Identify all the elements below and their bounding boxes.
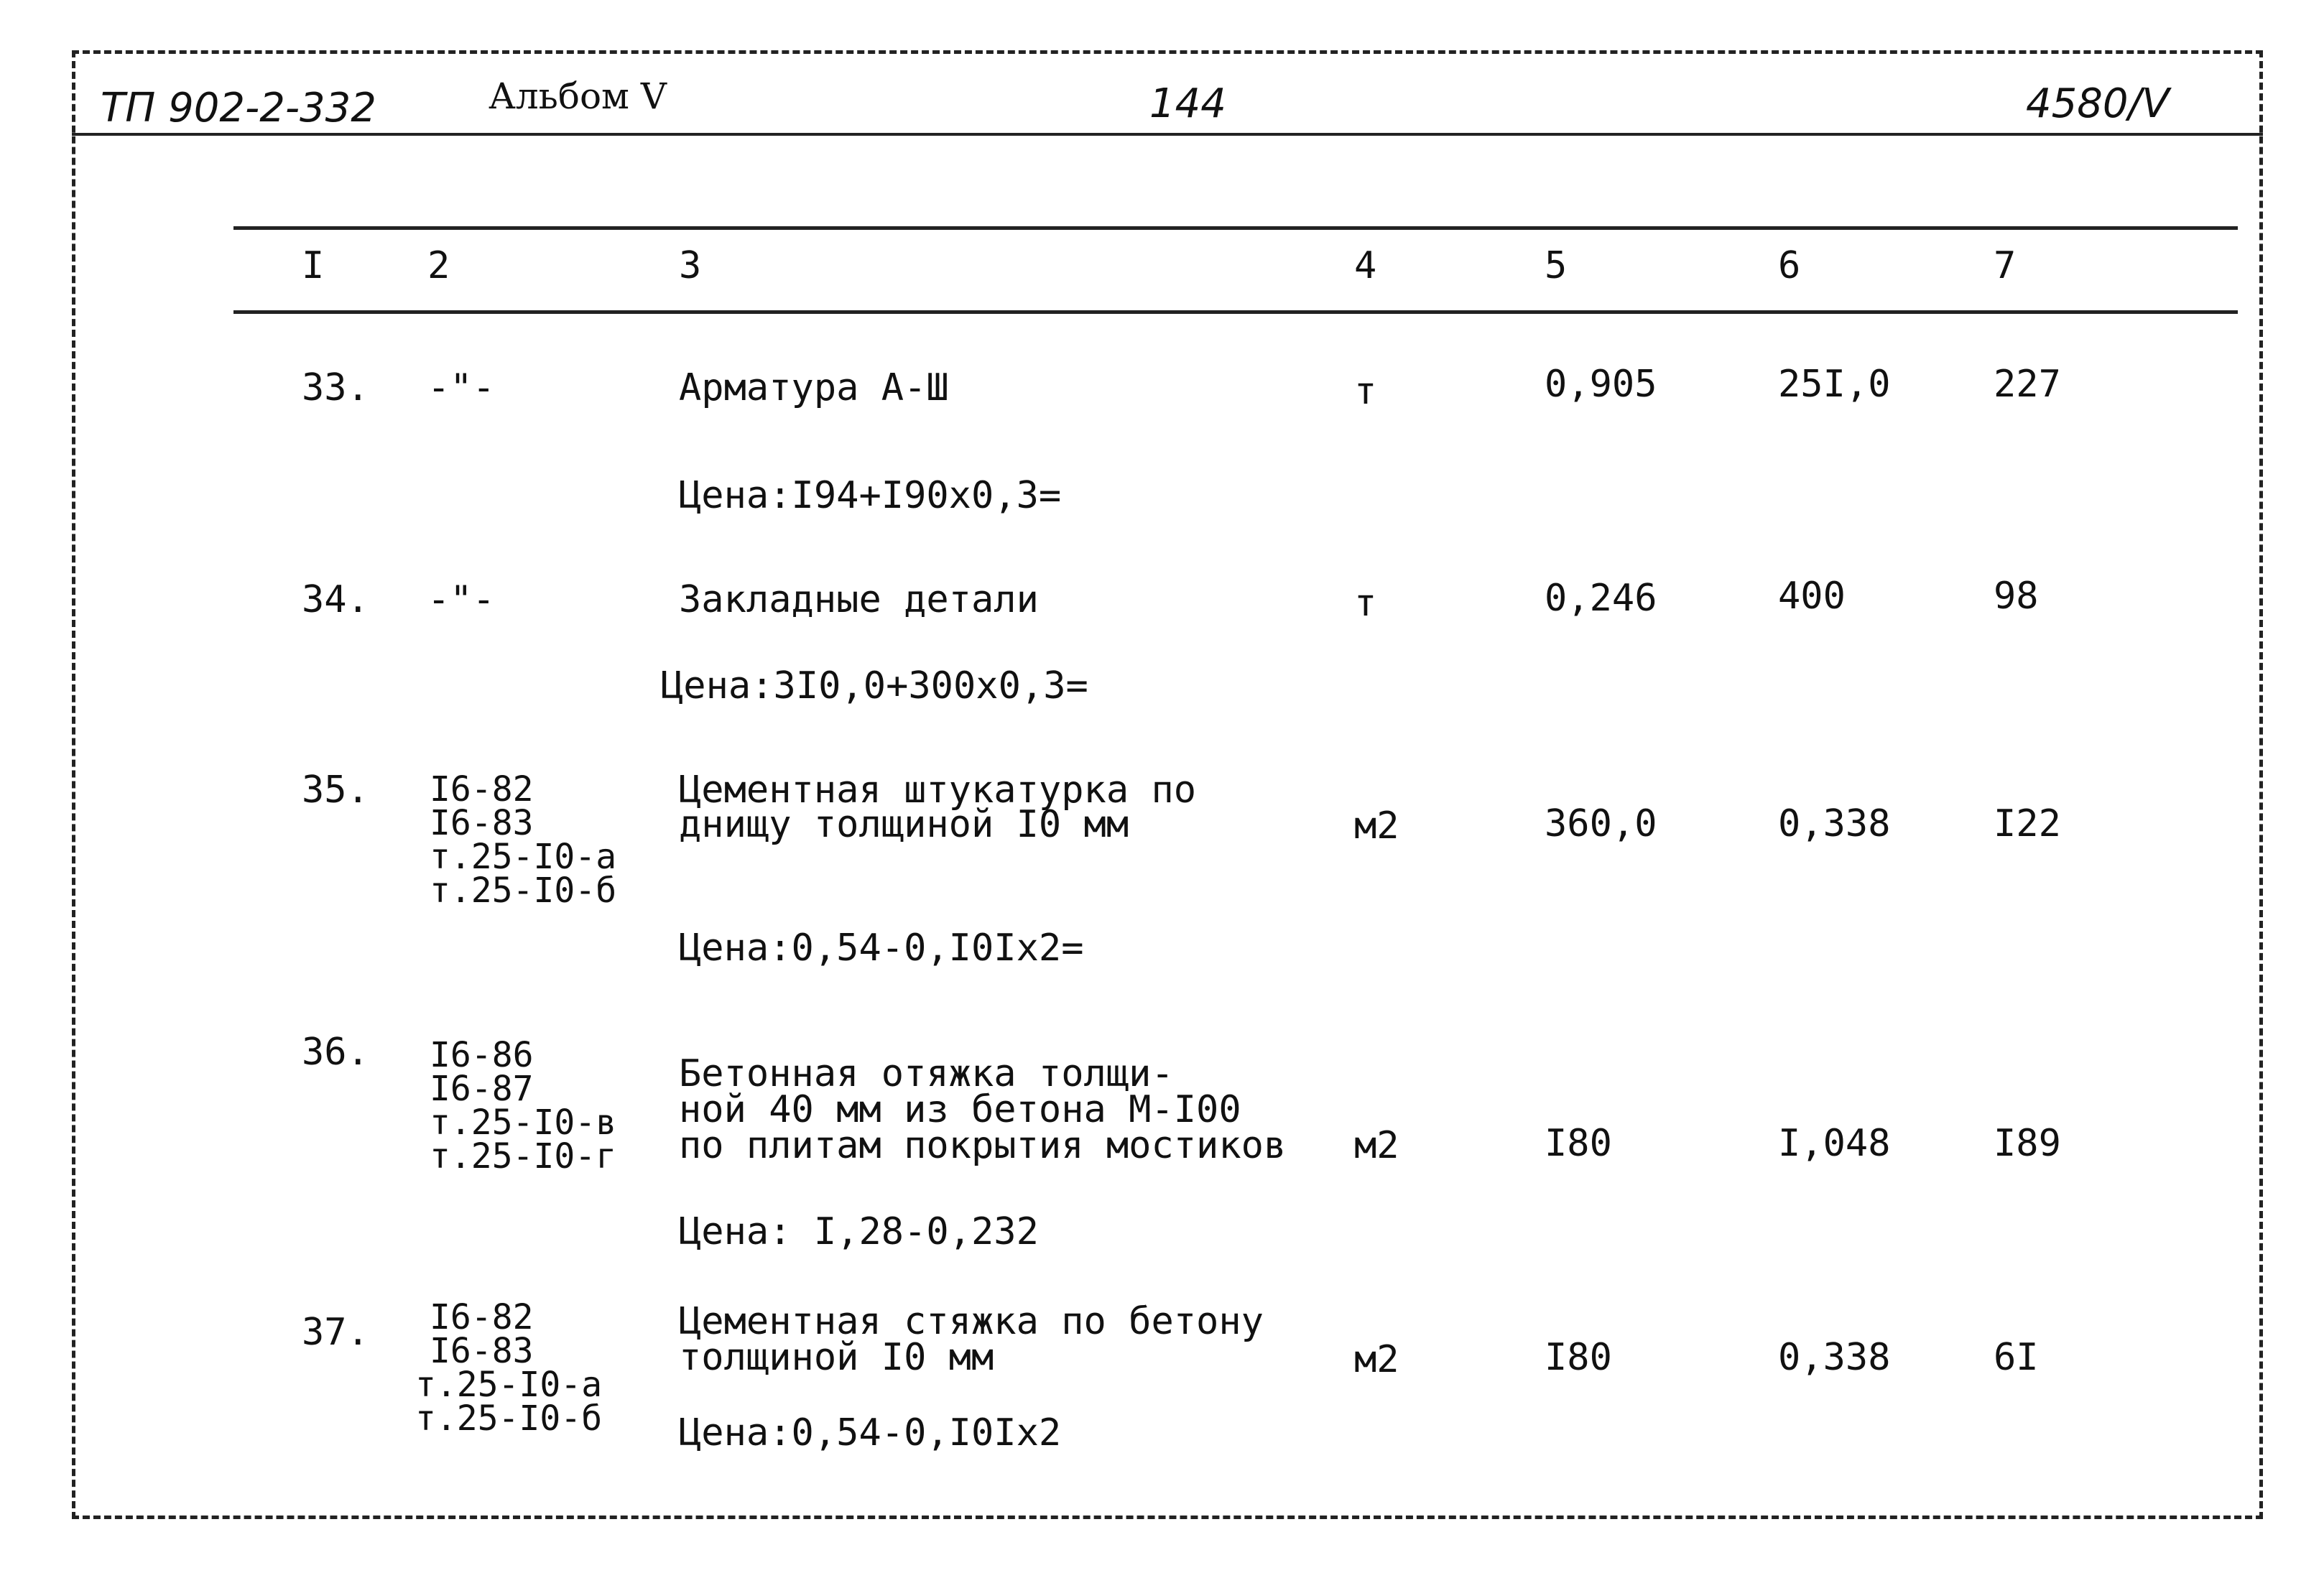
row-number: 33.: [302, 366, 369, 409]
row-quantity: 0,246: [1545, 577, 1657, 620]
row-code-line-2: I6-83: [430, 803, 534, 843]
row-code-line-1: I6-82: [430, 769, 534, 809]
doc-code: ТП 902-2-332: [101, 85, 376, 131]
header-divider: [72, 133, 2263, 136]
row-price-formula: Цена:0,54-0,I0Iх2: [679, 1411, 1062, 1454]
row-quantity: 0,905: [1545, 363, 1657, 406]
row-code: -"-: [427, 366, 495, 409]
row-total: 98: [1994, 575, 2039, 618]
album-label: Альбом V: [489, 75, 667, 117]
row-description-line-1: Цементная стяжка по бетону: [679, 1300, 1264, 1343]
col-header-1: I: [302, 244, 325, 287]
row-description-line-3: по плитам покрытия мостиков: [679, 1124, 1287, 1167]
row-total: I89: [1994, 1122, 2061, 1165]
row-code-line-1: I6-86: [430, 1035, 534, 1075]
row-code-line-2: I6-87: [430, 1069, 534, 1109]
row-description-line-2: ной 40 мм из бетона М-I00: [679, 1088, 1241, 1131]
row-code-line-2: I6-83: [430, 1331, 534, 1371]
row-code-line-3: т.25-I0-в: [430, 1103, 617, 1143]
table-header-rule: [233, 310, 2238, 314]
table-top-rule: [233, 226, 2238, 230]
row-price-formula: Цена:3I0,0+300х0,3=: [661, 664, 1088, 707]
row-unit: м2: [1354, 804, 1399, 848]
col-header-3: 3: [679, 244, 702, 287]
row-description-line-2: днищу толщиной I0 мм: [679, 803, 1129, 846]
row-unit: т: [1354, 370, 1377, 413]
row-code-line-4: т.25-I0-г: [430, 1136, 617, 1176]
row-description-line-1: Бетонная отяжка толщи-: [679, 1052, 1174, 1095]
row-unit: м2: [1354, 1124, 1399, 1167]
row-description: Закладные детали: [679, 578, 1039, 621]
row-code-line-1: I6-82: [430, 1297, 534, 1337]
row-number: 35.: [302, 769, 369, 812]
row-price-formula: Цена: I,28-0,232: [679, 1210, 1039, 1253]
row-price-formula: Цена:I94+I90х0,3=: [679, 474, 1062, 517]
row-code-line-3: т.25-I0-а: [415, 1365, 603, 1405]
row-code: -"-: [427, 578, 495, 621]
row-unit-price: 0,338: [1778, 802, 1891, 845]
row-unit-price: 25I,0: [1778, 363, 1891, 406]
row-code-line-3: т.25-I0-а: [430, 837, 617, 877]
row-code-line-4: т.25-I0-б: [430, 871, 617, 911]
col-header-6: 6: [1778, 244, 1801, 287]
row-description-line-2: толщиной I0 мм: [679, 1336, 994, 1379]
row-total: I22: [1994, 802, 2061, 845]
row-description: Арматура А-Ш: [679, 366, 949, 409]
row-number: 34.: [302, 578, 369, 621]
row-number: 37.: [302, 1311, 369, 1354]
row-total: 6I: [1994, 1336, 2039, 1379]
col-header-7: 7: [1994, 244, 2017, 287]
page-number: 144: [1149, 80, 1226, 127]
row-number: 36.: [302, 1031, 369, 1074]
col-header-2: 2: [427, 244, 450, 287]
row-total: 227: [1994, 363, 2061, 406]
row-quantity: I80: [1545, 1122, 1612, 1165]
row-code-line-4: т.25-I0-б: [415, 1398, 603, 1439]
row-unit-price: I,048: [1778, 1122, 1891, 1165]
row-description-line-1: Цементная штукатурка по: [679, 769, 1197, 812]
row-unit-price: 0,338: [1778, 1336, 1891, 1379]
row-unit: т: [1354, 582, 1377, 625]
row-unit: м2: [1354, 1338, 1399, 1381]
col-header-4: 4: [1354, 244, 1377, 287]
row-unit-price: 400: [1778, 575, 1846, 618]
row-price-formula: Цена:0,54-0,I0Iх2=: [679, 927, 1084, 970]
col-header-5: 5: [1545, 244, 1568, 287]
row-quantity: I80: [1545, 1336, 1612, 1379]
archive-number: 4580/V: [2026, 80, 2170, 127]
row-quantity: 360,0: [1545, 802, 1657, 845]
